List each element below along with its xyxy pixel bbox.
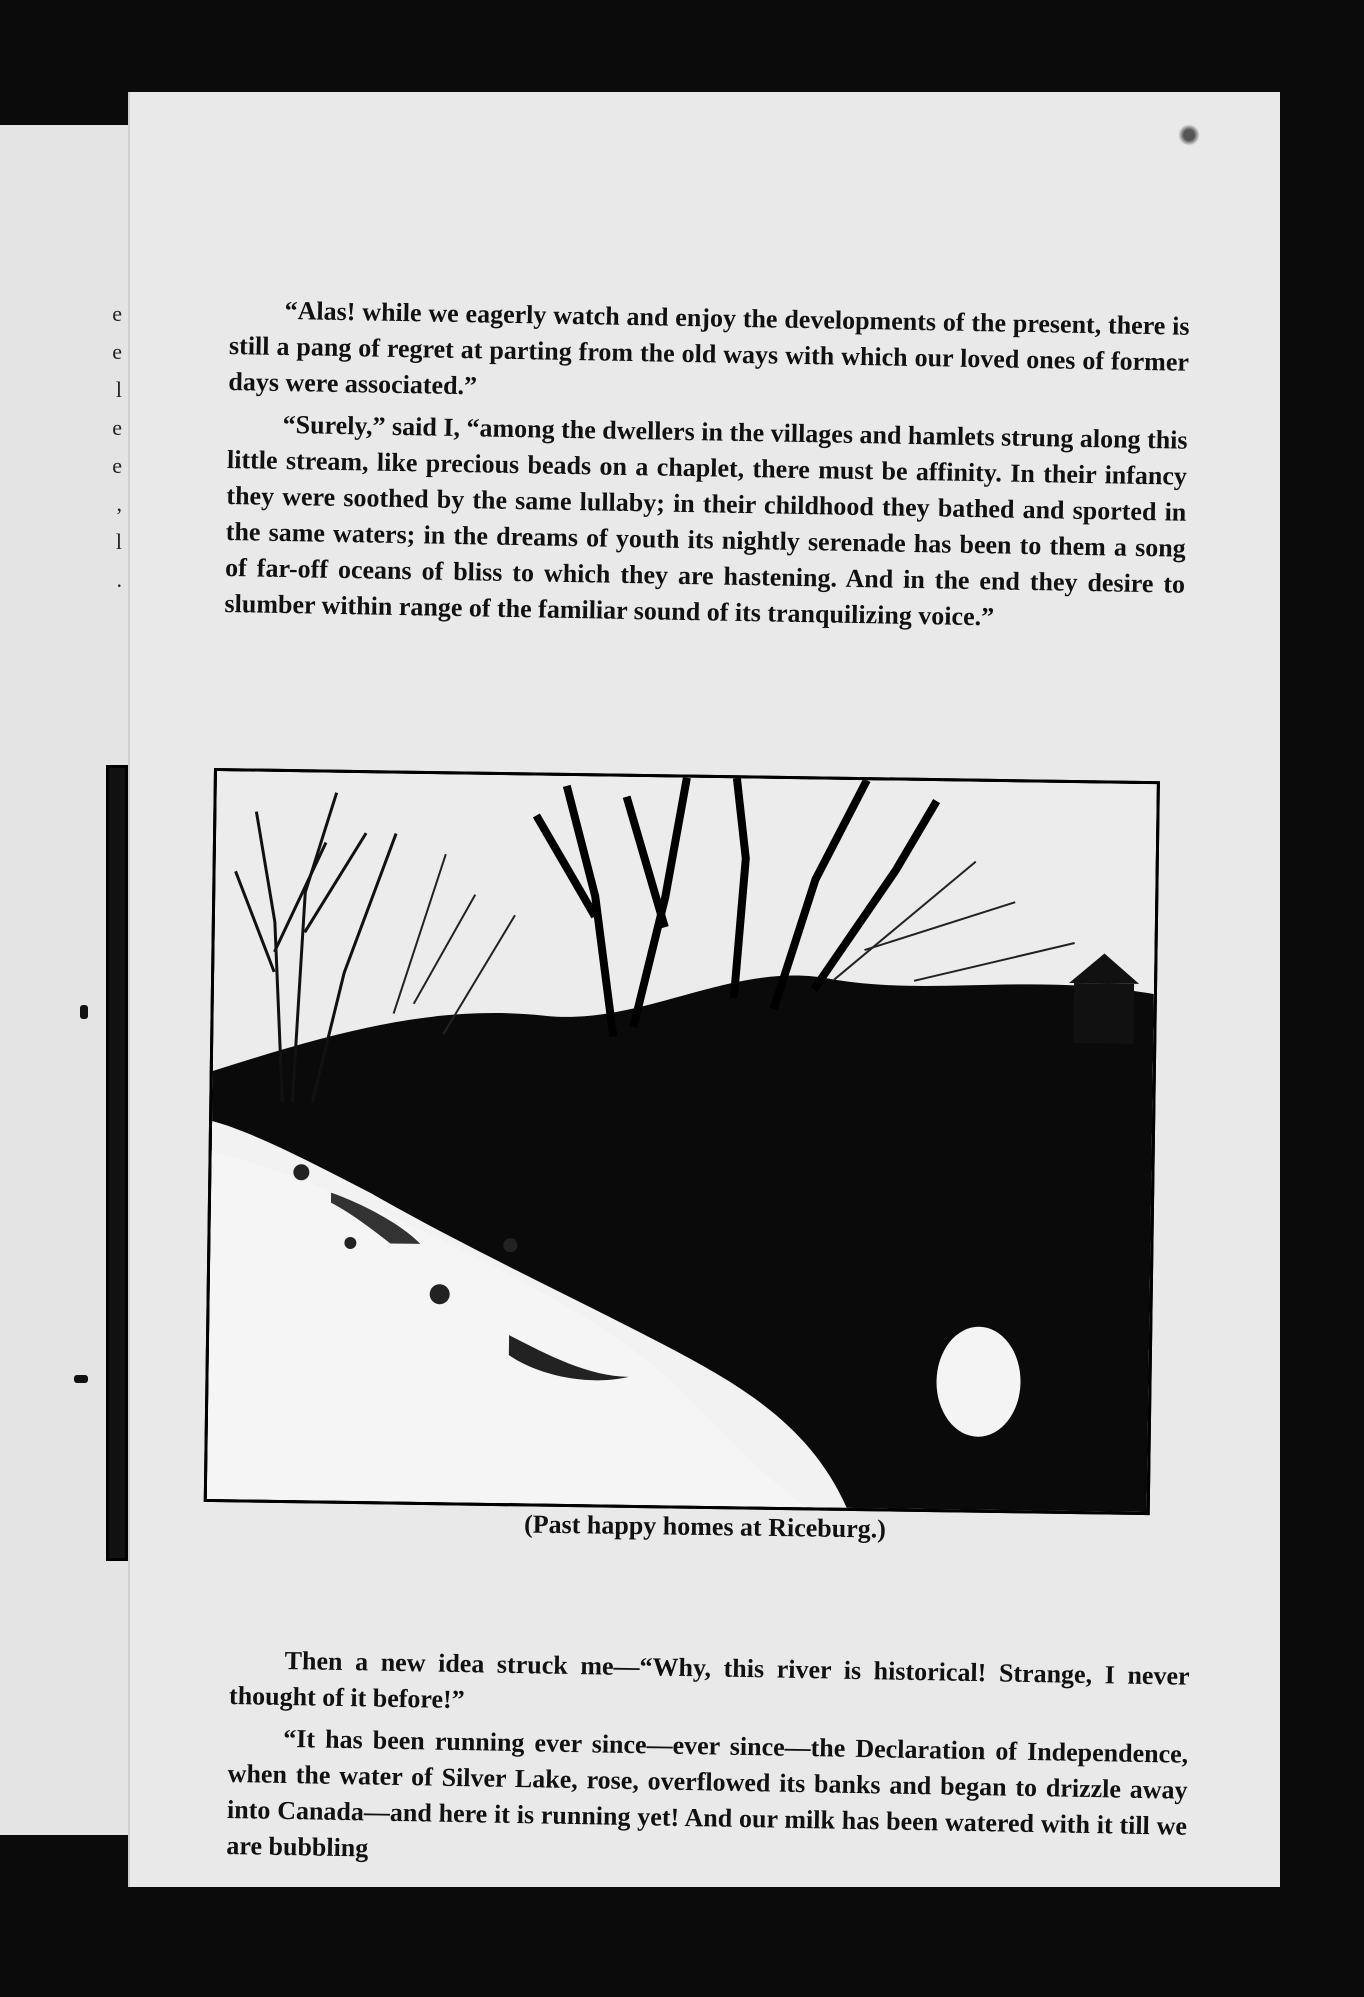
paragraph: “It has been running ever since—ever since—the Declaration of Independence, when the water of Silver Lake, rose, overflowed its banks and began to drizzle away into Canada—and here it is running yet! And our milk has been watered with it till we are bubbling bbox=[226, 1723, 1189, 1863]
edge-char: e bbox=[112, 301, 122, 326]
edge-char: . bbox=[116, 567, 122, 592]
photo-caption: (Past happy homes at Riceburg.) bbox=[523, 1509, 887, 1544]
body-text-top bbox=[224, 292, 1190, 645]
book-page bbox=[128, 92, 1280, 1887]
left-page-text-edge bbox=[102, 295, 122, 599]
paragraph: “Alas! while we eagerly watch and enjoy the developments of the present, there is still a pang of regret at parting from the old ways with which our loved ones of former days were associated.” bbox=[228, 295, 1190, 401]
page-ornament-icon bbox=[1175, 124, 1203, 146]
winter-river-photograph bbox=[204, 768, 1160, 1515]
body-text-bottom bbox=[226, 1642, 1190, 1887]
left-page-photo-edge bbox=[106, 765, 128, 1561]
binding-hole-mark bbox=[80, 1005, 88, 1019]
paragraph: Then a new idea struck me—“Why, this river is historical! Strange, I never thought of it before!” bbox=[228, 1645, 1190, 1715]
edge-char: , bbox=[116, 491, 122, 516]
photo-illustration bbox=[207, 771, 1157, 1512]
edge-char: l bbox=[115, 529, 122, 554]
edge-char: l bbox=[115, 377, 122, 402]
paragraph: “Surely,” said I, “among the dwellers in the villages and hamlets strung along this little stream, like precious beads on a chaplet, there must be affinity. In their infancy they were soothed by the same lullaby; in their childhood they bathed and sported in the same waters; in the dreams of youth its nightly serenade has been to them a song of far-off oceans of bliss to which they are hastening. And in the end they desire to slumber within range of the familiar sound of its tranquilizing voice.” bbox=[224, 409, 1188, 632]
edge-char: e bbox=[112, 453, 122, 478]
left-page-fragment bbox=[0, 125, 128, 1835]
edge-char: e bbox=[112, 415, 122, 440]
binding-hole-mark bbox=[74, 1375, 88, 1383]
edge-char: e bbox=[112, 339, 122, 364]
